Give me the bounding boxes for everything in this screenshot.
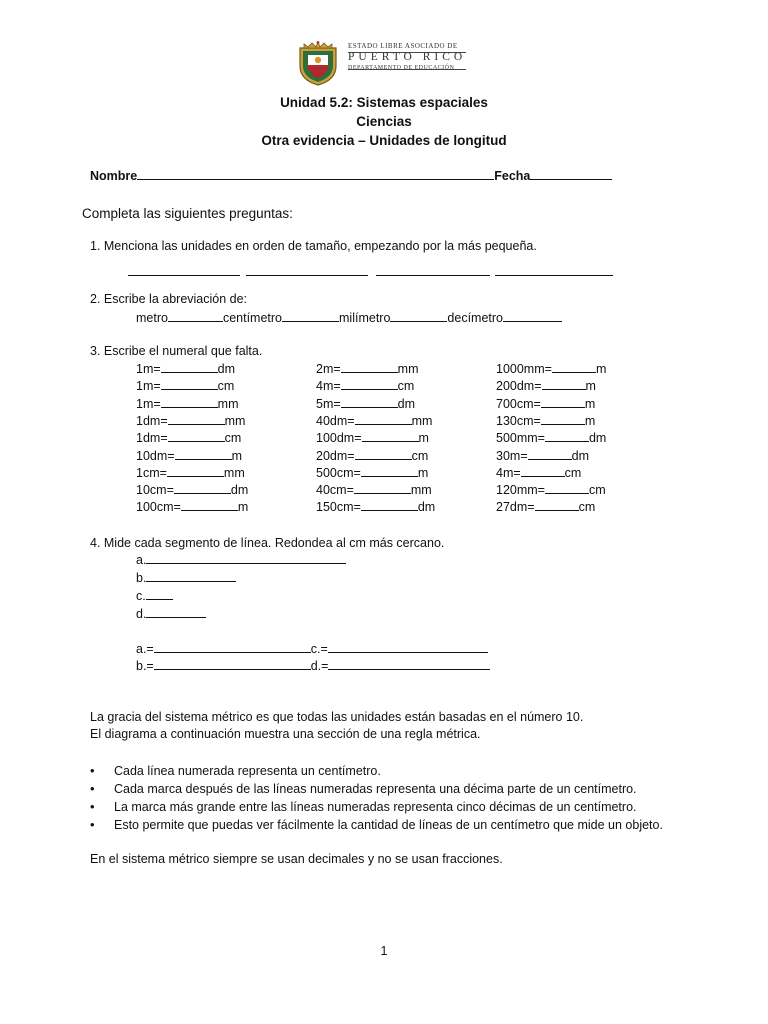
q3-conversion-left: 10dm= bbox=[136, 448, 175, 463]
q3-answer-blank[interactable] bbox=[535, 499, 579, 511]
q3-conversion-item bbox=[136, 465, 245, 480]
q3-conversion-item bbox=[496, 396, 595, 411]
q3-conversion-unit: m bbox=[231, 448, 242, 463]
q3-conversion-item bbox=[136, 482, 248, 497]
bullet-item: • Cada marca después de las líneas numeradas representa una décima parte de un centímetro. bbox=[90, 780, 663, 798]
q3-conversion-item bbox=[136, 413, 245, 428]
q3-conversion-item bbox=[136, 430, 241, 445]
answer-b-blank[interactable] bbox=[154, 658, 311, 670]
q3-answer-blank[interactable] bbox=[341, 396, 398, 408]
segment-d bbox=[136, 606, 206, 621]
paragraph-decimals: En el sistema métrico siempre se usan decimales y no se usan fracciones. bbox=[90, 852, 503, 866]
q3-conversion-left: 150cm= bbox=[316, 500, 361, 515]
q3-conversion-unit: m bbox=[585, 379, 596, 394]
q3-answer-blank[interactable] bbox=[542, 378, 586, 390]
q3-answer-blank[interactable] bbox=[361, 465, 418, 477]
q3-conversion-item bbox=[316, 430, 429, 445]
q3-conversion-item bbox=[316, 413, 432, 428]
name-field[interactable] bbox=[90, 168, 612, 183]
logo-line-2: PUERTO RICO bbox=[348, 51, 467, 63]
q3-conversion-left: 10cm= bbox=[136, 483, 174, 498]
logo-divider bbox=[348, 69, 466, 70]
answer-row-1 bbox=[136, 641, 488, 656]
q3-conversion-left: 1m= bbox=[136, 379, 161, 394]
unit-title: Unidad 5.2: Sistemas espaciales bbox=[280, 95, 488, 110]
q3-conversion-left: 1dm= bbox=[136, 431, 168, 446]
q1-answer-blank[interactable] bbox=[128, 275, 240, 276]
q2-blank[interactable] bbox=[168, 310, 223, 322]
q3-conversion-left: 27dm= bbox=[496, 500, 535, 515]
q3-answer-blank[interactable] bbox=[181, 499, 238, 511]
answer-c-blank[interactable] bbox=[328, 641, 488, 653]
q3-conversion-left: 200dm= bbox=[496, 379, 542, 394]
q3-conversion-item bbox=[316, 499, 435, 514]
logo-line-3: DEPARTAMENTO DE EDUCACIÓN bbox=[348, 65, 455, 71]
q3-answer-blank[interactable] bbox=[168, 413, 225, 425]
logo-text bbox=[348, 42, 466, 71]
q3-answer-blank[interactable] bbox=[174, 482, 231, 494]
page-number: 1 bbox=[380, 944, 388, 958]
q3-answer-blank[interactable] bbox=[341, 378, 398, 390]
q3-conversion-unit: mm bbox=[223, 465, 245, 480]
q3-conversion-unit: cm bbox=[224, 431, 242, 446]
q3-conversion-unit: dm bbox=[397, 396, 416, 411]
q3-conversion-item bbox=[496, 430, 606, 445]
q3-conversion-left: 1cm= bbox=[136, 465, 167, 480]
q3-conversion-item bbox=[136, 378, 234, 393]
q3-conversion-unit: mm bbox=[224, 413, 246, 428]
q2-items bbox=[136, 310, 562, 325]
q3-conversion-unit: dm bbox=[571, 448, 589, 463]
segment-d-line bbox=[146, 606, 206, 618]
name-label: Nombre bbox=[90, 169, 138, 183]
q3-conversion-unit: m bbox=[417, 465, 429, 480]
q3-conversion-left: 500cm= bbox=[316, 465, 361, 480]
q3-conversion-left: 2m= bbox=[316, 362, 341, 376]
segment-d-label: d. bbox=[136, 607, 147, 621]
q3-conversion-item bbox=[136, 499, 248, 514]
q3-conversion-left: 700cm= bbox=[496, 396, 541, 411]
q3-answer-blank[interactable] bbox=[161, 361, 218, 373]
q3-conversion-left: 500mm= bbox=[496, 431, 545, 446]
bullet-list bbox=[90, 762, 663, 834]
q3-conversion-item bbox=[496, 413, 595, 428]
q3-answer-blank[interactable] bbox=[168, 430, 225, 442]
segment-c bbox=[136, 588, 173, 603]
q3-conversion-left: 4m= bbox=[496, 465, 521, 480]
q3-answer-blank[interactable] bbox=[354, 482, 411, 494]
q3-conversion-item bbox=[136, 396, 239, 411]
paragraph-line-2: El diagrama a continuación muestra una sección de una regla métrica. bbox=[90, 727, 481, 741]
q3-conversion-item bbox=[496, 499, 595, 514]
q2-item-metro: metro bbox=[136, 311, 168, 325]
q3-conversion-unit: mm bbox=[411, 413, 433, 428]
q3-answer-blank[interactable] bbox=[167, 465, 224, 477]
q3-conversion-item bbox=[496, 448, 589, 463]
q3-conversion-unit: mm bbox=[410, 483, 432, 498]
q3-conversion-item bbox=[136, 361, 235, 376]
q3-conversion-left: 120mm= bbox=[496, 483, 545, 498]
bullet-item: • Esto permite que puedas ver fácilmente la cantidad de líneas de un centímetro que mide un objeto. bbox=[90, 816, 663, 834]
q3-conversion-unit: dm bbox=[217, 362, 236, 376]
q3-conversion-left: 20dm= bbox=[316, 448, 355, 463]
q3-conversion-left: 4m= bbox=[316, 379, 341, 394]
answer-d-label: d.= bbox=[310, 659, 329, 673]
q3-conversion-item bbox=[496, 465, 581, 480]
q3-conversion-unit: mm bbox=[397, 362, 419, 376]
q3-conversion-unit: dm bbox=[417, 500, 436, 515]
q3-conversion-unit: m bbox=[584, 396, 596, 411]
q2-blank[interactable] bbox=[282, 310, 339, 322]
subject-title: Ciencias bbox=[356, 114, 412, 129]
answer-d-blank[interactable] bbox=[328, 658, 490, 670]
q3-conversion-unit: m bbox=[237, 500, 249, 515]
q3-answer-blank[interactable] bbox=[161, 378, 218, 390]
q3-conversion-item bbox=[316, 482, 432, 497]
question-3-text: 3. Escribe el numeral que falta. bbox=[90, 344, 263, 358]
q3-answer-blank[interactable] bbox=[175, 448, 232, 460]
q3-conversion-item bbox=[496, 482, 606, 497]
q2-item-centimetro: centímetro bbox=[222, 311, 283, 325]
q1-answer-blank[interactable] bbox=[246, 275, 368, 276]
q3-conversion-unit: mm bbox=[217, 396, 239, 411]
name-blank[interactable] bbox=[137, 168, 494, 180]
q3-answer-blank[interactable] bbox=[355, 413, 412, 425]
q3-answer-blank[interactable] bbox=[541, 396, 585, 408]
q3-conversion-unit: cm bbox=[217, 379, 235, 394]
q3-conversion-unit: cm bbox=[578, 500, 596, 515]
q3-answer-blank[interactable] bbox=[552, 361, 596, 373]
q3-conversion-unit: m bbox=[584, 413, 596, 428]
q3-answer-blank[interactable] bbox=[341, 361, 398, 373]
q3-conversion-unit: m bbox=[418, 431, 429, 446]
segment-c-line bbox=[146, 588, 173, 600]
q3-conversion-item bbox=[136, 448, 242, 463]
segment-c-label: c. bbox=[136, 589, 146, 603]
q3-conversion-left: 30m= bbox=[496, 448, 528, 463]
q3-conversion-left: 100cm= bbox=[136, 500, 181, 515]
segment-a bbox=[136, 552, 346, 567]
q3-conversion-left: 130cm= bbox=[496, 413, 541, 428]
q3-answer-blank[interactable] bbox=[362, 430, 419, 442]
puerto-rico-seal-icon bbox=[294, 40, 342, 86]
q3-conversion-unit: cm bbox=[397, 379, 415, 394]
answer-row-2 bbox=[136, 658, 490, 673]
q3-answer-blank[interactable] bbox=[355, 448, 412, 460]
q3-conversion-left: 40cm= bbox=[316, 483, 354, 498]
q3-conversion-left: 1m= bbox=[136, 396, 161, 411]
q2-blank[interactable] bbox=[390, 310, 447, 322]
q3-conversion-item bbox=[316, 378, 414, 393]
q3-conversion-left: 1000mm= bbox=[496, 362, 552, 376]
logo-divider bbox=[348, 52, 466, 53]
q1-answer-blank[interactable] bbox=[495, 275, 613, 276]
q3-conversion-item bbox=[316, 396, 415, 411]
q3-conversion-unit: dm bbox=[230, 483, 249, 498]
q3-conversion-unit: cm bbox=[588, 483, 606, 498]
question-4-text: 4. Mide cada segmento de línea. Redondea al cm más cercano. bbox=[90, 536, 445, 550]
q3-conversion-item bbox=[316, 448, 428, 463]
q3-answer-blank[interactable] bbox=[521, 465, 565, 477]
q3-conversion-left: 1m= bbox=[136, 362, 161, 376]
instructions-text: Completa las siguientes preguntas: bbox=[82, 206, 293, 221]
answer-a-label: a.= bbox=[136, 642, 154, 656]
q3-conversion-left: 40dm= bbox=[316, 413, 355, 428]
segment-a-label: a. bbox=[136, 553, 147, 567]
header-logo bbox=[294, 40, 474, 86]
segment-b bbox=[136, 570, 236, 585]
q2-blank[interactable] bbox=[503, 310, 562, 322]
question-2-text: 2. Escribe la abreviación de: bbox=[90, 292, 248, 306]
q3-answer-blank[interactable] bbox=[528, 448, 572, 460]
q1-answer-blank[interactable] bbox=[376, 275, 490, 276]
q3-conversion-left: 5m= bbox=[316, 396, 341, 411]
worksheet-title: Otra evidencia – Unidades de longitud bbox=[261, 133, 507, 148]
q3-conversion-item bbox=[496, 361, 606, 376]
bullet-item: • La marca más grande entre las líneas numeradas representa cinco décimas de un centímetro. bbox=[90, 798, 663, 816]
q3-conversion-left: 100dm= bbox=[316, 431, 362, 446]
paragraph-line-1: La gracia del sistema métrico es que todas las unidades están basadas en el número 10. bbox=[90, 710, 584, 724]
segment-b-label: b. bbox=[136, 571, 147, 585]
answer-b-label: b.= bbox=[136, 659, 154, 673]
answer-a-blank[interactable] bbox=[154, 641, 311, 653]
q3-conversion-item bbox=[496, 378, 596, 393]
q3-answer-blank[interactable] bbox=[545, 430, 589, 442]
q3-conversion-item bbox=[316, 361, 419, 376]
q3-conversion-unit: dm bbox=[588, 431, 607, 446]
date-blank[interactable] bbox=[530, 168, 612, 180]
bullet-item: • Cada línea numerada representa un centímetro. bbox=[90, 762, 663, 780]
q3-conversion-unit: cm bbox=[564, 465, 582, 480]
q2-item-milimetro: milímetro bbox=[339, 311, 391, 325]
q3-answer-blank[interactable] bbox=[541, 413, 585, 425]
q2-item-decimetro: decímetro bbox=[447, 311, 504, 325]
q3-conversion-left: 1dm= bbox=[136, 413, 168, 428]
segment-b-line bbox=[146, 570, 236, 582]
segment-a-line bbox=[146, 552, 346, 564]
q3-answer-blank[interactable] bbox=[361, 499, 418, 511]
q3-conversion-unit: m bbox=[595, 362, 607, 376]
date-label: Fecha bbox=[494, 169, 531, 183]
q3-answer-blank[interactable] bbox=[545, 482, 589, 494]
question-1-text: 1. Menciona las unidades en orden de tamaño, empezando por la más pequeña. bbox=[90, 239, 537, 253]
logo-line-1: ESTADO LIBRE ASOCIADO DE bbox=[348, 42, 458, 50]
q3-answer-blank[interactable] bbox=[161, 396, 218, 408]
q3-conversion-item bbox=[316, 465, 428, 480]
q3-conversion-unit: cm bbox=[411, 448, 429, 463]
answer-c-label: c.= bbox=[310, 642, 328, 656]
